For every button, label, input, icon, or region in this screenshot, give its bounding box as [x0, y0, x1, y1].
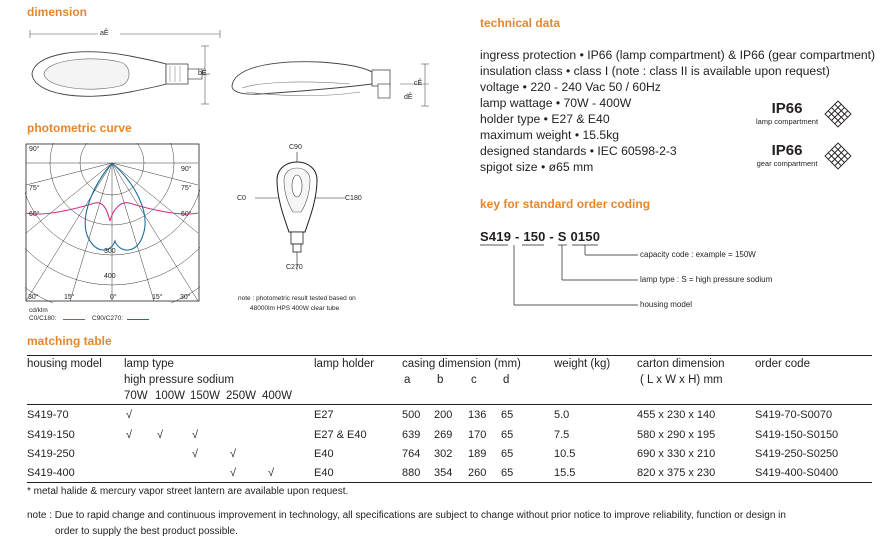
th-watt-150: 150W — [190, 390, 221, 402]
th-carton: carton dimension — [637, 358, 725, 370]
tech-insulation: insulation class • class I (note : class II is available upon request) — [480, 64, 830, 78]
ip-badge-gear-sub: gear compartment — [756, 159, 818, 168]
row3-holder: E40 — [314, 448, 334, 460]
row1-check-70: √ — [126, 409, 133, 421]
legend-c0: C0/C180: — [29, 315, 57, 322]
row2-d: 65 — [501, 429, 514, 441]
c-plane-right-label: C180 — [345, 195, 362, 202]
row2-code: S419-150-S0150 — [755, 429, 839, 441]
table-bottom-rule — [27, 482, 872, 483]
legend-c0-swatch — [63, 319, 85, 320]
row2-c: 170 — [468, 429, 487, 441]
row2-check-100: √ — [157, 429, 164, 441]
th-lamp-type: lamp type — [124, 358, 174, 370]
order-code-example: S419 - 150 - S 0150 — [480, 229, 601, 244]
polar-angle-left-60: 60° — [29, 211, 40, 218]
th-dim-d: d — [503, 374, 510, 386]
row1-holder: E27 — [314, 409, 334, 421]
polar-angle-right-75: 75° — [181, 185, 192, 192]
row1-weight: 5.0 — [554, 409, 570, 421]
polar-radial-400: 400 — [104, 273, 116, 280]
polar-angle-top-left: 90° — [29, 146, 40, 153]
polar-bottom-30-right: 30° — [180, 294, 191, 301]
row2-check-150: √ — [192, 429, 199, 441]
row3-d: 65 — [501, 448, 514, 460]
th-watt-250: 250W — [226, 390, 257, 402]
row4-model: S419-400 — [27, 467, 75, 479]
footnote-metal-halide: * metal halide & mercury vapor street lantern are available upon request. — [27, 486, 349, 497]
row2-weight: 7.5 — [554, 429, 570, 441]
dimension-a-label: aÊ — [100, 30, 109, 37]
th-watt-100: 100W — [155, 390, 186, 402]
th-hps: high pressure sodium — [124, 374, 234, 386]
water-proof-icon — [824, 142, 852, 170]
row2-carton: 580 x 290 x 195 — [637, 429, 716, 441]
th-dim-b: b — [437, 374, 444, 386]
polar-bottom-15-right: 15° — [152, 294, 163, 301]
section-title-technical: technical data — [480, 16, 561, 30]
ip-badge-lamp-title: IP66 — [771, 100, 803, 117]
row4-a: 880 — [402, 467, 421, 479]
legend-c90-swatch — [127, 319, 149, 320]
table-top-rule — [27, 355, 872, 356]
th-casing: casing dimension (mm) — [402, 358, 521, 370]
row2-model: S419-150 — [27, 429, 75, 441]
polar-bottom-0: 0° — [110, 294, 117, 301]
row4-check-250: √ — [230, 467, 237, 479]
table-header-rule — [27, 404, 872, 405]
ip-badge-gear-title: IP66 — [771, 142, 803, 159]
th-lamp-holder: lamp holder — [314, 358, 375, 370]
row4-check-400: √ — [268, 467, 275, 479]
row4-carton: 820 x 375 x 230 — [637, 467, 716, 479]
row1-b: 200 — [434, 409, 453, 421]
footnote-note-line2: order to supply the best product possible. — [55, 526, 238, 537]
row2-a: 639 — [402, 429, 421, 441]
row4-weight: 15.5 — [554, 467, 576, 479]
photometric-note-line2: 48000lm HPS 400W clear tube — [250, 305, 340, 312]
th-dim-a: a — [404, 374, 411, 386]
tech-weight: maximum weight • 15.5kg — [480, 128, 620, 142]
section-title-matching: matching table — [27, 334, 112, 348]
polar-angle-right-60: 60° — [181, 211, 192, 218]
polar-radial-300: 300 — [104, 248, 116, 255]
polar-angle-right-90: 90° — [181, 166, 192, 173]
c-plane-top-label: C90 — [289, 144, 302, 151]
order-housing-label: housing model — [640, 300, 693, 309]
section-title-photometric: photometric curve — [27, 121, 132, 135]
c-plane-left-label: C0 — [237, 195, 246, 202]
th-dim-c: c — [471, 374, 477, 386]
row3-check-250: √ — [230, 448, 237, 460]
c-plane-drawing — [255, 150, 350, 275]
ip-badge-gear — [752, 142, 822, 168]
tech-ingress: ingress protection • IP66 (lamp compartment) & IP66 (gear compartment) — [480, 48, 876, 62]
row3-model: S419-250 — [27, 448, 75, 460]
dimension-d-label: dÊ — [404, 94, 413, 101]
th-housing-model: housing model — [27, 358, 102, 370]
dust-proof-icon — [824, 100, 852, 128]
row4-d: 65 — [501, 467, 514, 479]
tech-spigot: spigot size • ø65 mm — [480, 160, 594, 174]
row1-carton: 455 x 230 x 140 — [637, 409, 716, 421]
order-capacity-label: capacity code : example = 150W — [640, 250, 756, 259]
polar-bottom-15-left: 15° — [64, 294, 75, 301]
row3-a: 764 — [402, 448, 421, 460]
polar-angle-left-75: 75° — [29, 185, 40, 192]
th-carton-sub: ( L x W x H) mm — [640, 374, 723, 386]
dimension-drawing — [20, 22, 450, 117]
c-plane-bottom-label: C270 — [286, 264, 303, 271]
row1-d: 65 — [501, 409, 514, 421]
row2-b: 269 — [434, 429, 453, 441]
tech-standards: designed standards • IEC 60598-2-3 — [480, 144, 677, 158]
polar-bottom-30-left: 30° — [28, 294, 39, 301]
section-title-key: key for standard order coding — [480, 197, 651, 211]
row3-b: 302 — [434, 448, 453, 460]
tech-voltage: voltage • 220 - 240 Vac 50 / 60Hz — [480, 80, 661, 94]
footnote-note-line1: note : Due to rapid change and continuous improvement in technology, all specifications are subject to change without prior notice to improve reliability, function or design in — [27, 510, 786, 521]
order-code-leaders — [480, 244, 650, 314]
row3-carton: 690 x 330 x 210 — [637, 448, 716, 460]
row2-check-70: √ — [126, 429, 133, 441]
row1-model: S419-70 — [27, 409, 69, 421]
row3-c: 189 — [468, 448, 487, 460]
th-watt-70: 70W — [124, 390, 148, 402]
th-weight: weight (kg) — [554, 358, 611, 370]
tech-holder: holder type • E27 & E40 — [480, 112, 610, 126]
row4-holder: E40 — [314, 467, 334, 479]
order-lamp-type-label: lamp type : S = high pressure sodium — [640, 275, 773, 284]
row1-a: 500 — [402, 409, 421, 421]
row3-check-150: √ — [192, 448, 199, 460]
legend-c90: C90/C270: — [92, 315, 124, 322]
row3-code: S419-250-S0250 — [755, 448, 839, 460]
th-order-code: order code — [755, 358, 810, 370]
polar-unit: cd/klm — [29, 307, 48, 314]
section-title-dimension: dimension — [27, 5, 88, 19]
row4-b: 354 — [434, 467, 453, 479]
row1-code: S419-70-S0070 — [755, 409, 833, 421]
row4-c: 260 — [468, 467, 487, 479]
row3-weight: 10.5 — [554, 448, 576, 460]
row1-c: 136 — [468, 409, 487, 421]
row4-code: S419-400-S0400 — [755, 467, 839, 479]
row2-holder: E27 & E40 — [314, 429, 367, 441]
ip-badge-lamp-sub: lamp compartment — [755, 117, 819, 126]
dimension-c-label: cÊ — [414, 80, 423, 87]
tech-wattage: lamp wattage • 70W - 400W — [480, 96, 632, 110]
dimension-b-label: bÊ — [198, 70, 207, 77]
photometric-note-line1: note : photometric result tested based on — [238, 295, 356, 302]
th-watt-400: 400W — [262, 390, 293, 402]
ip-badge-lamp — [752, 100, 822, 126]
